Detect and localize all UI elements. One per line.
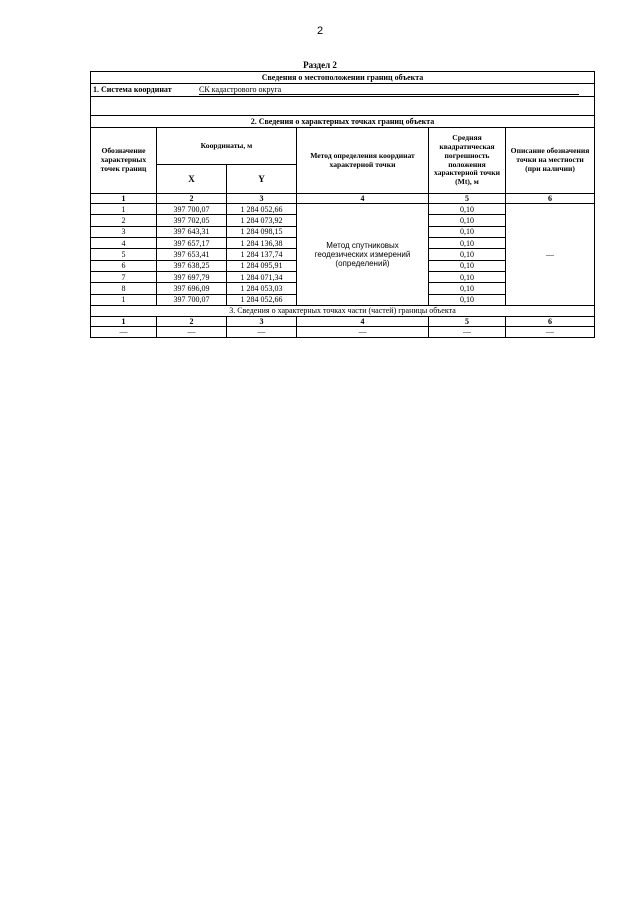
- point-number: 6: [91, 260, 157, 271]
- point-y: 1 284 052,66: [227, 294, 297, 305]
- column-number: 2: [157, 316, 227, 326]
- point-y: 1 284 053,03: [227, 283, 297, 294]
- column-number: 4: [297, 194, 429, 204]
- column-number: 5: [429, 194, 506, 204]
- part3-cell: —: [429, 327, 506, 338]
- header-description: Описание обозначения точки на местности (при наличии): [506, 128, 595, 194]
- point-error: 0,10: [429, 294, 506, 305]
- column-number: 5: [429, 316, 506, 326]
- coord-system-row: [91, 84, 595, 97]
- point-x: 397 657,17: [157, 238, 227, 249]
- point-error: 0,10: [429, 283, 506, 294]
- column-number: 2: [157, 194, 227, 204]
- point-x: 397 702,05: [157, 215, 227, 226]
- point-x: 397 700,07: [157, 294, 227, 305]
- description-cell: —: [506, 204, 595, 306]
- part3-cell: —: [297, 327, 429, 338]
- coord-system-spacer: [91, 97, 595, 116]
- column-number: 1: [91, 194, 157, 204]
- point-error: 0,10: [429, 204, 506, 215]
- method-cell: Метод спутниковых геодезических измерений (определений): [297, 204, 429, 306]
- point-y: 1 284 052,66: [227, 204, 297, 215]
- point-number: 4: [91, 238, 157, 249]
- column-number: 6: [506, 316, 595, 326]
- part3-cell: —: [227, 327, 297, 338]
- point-row: [91, 204, 595, 215]
- column-numbers-row: [91, 194, 595, 204]
- part3-column-numbers-row: [91, 316, 595, 326]
- coord-system-value: СК кадастрового округа: [199, 85, 579, 95]
- point-error: 0,10: [429, 215, 506, 226]
- point-y: 1 284 073,92: [227, 215, 297, 226]
- point-error: 0,10: [429, 249, 506, 260]
- point-error: 0,10: [429, 226, 506, 237]
- section-title: Раздел 2: [303, 60, 337, 70]
- column-number: 3: [227, 194, 297, 204]
- point-number: 2: [91, 215, 157, 226]
- part3-cell: —: [91, 327, 157, 338]
- page-number: 2: [316, 25, 324, 37]
- point-number: 8: [91, 283, 157, 294]
- point-y: 1 284 098,15: [227, 226, 297, 237]
- point-x: 397 697,79: [157, 271, 227, 282]
- point-x: 397 696,09: [157, 283, 227, 294]
- point-number: 1: [91, 204, 157, 215]
- point-number: 1: [91, 294, 157, 305]
- point-y: 1 284 136,38: [227, 238, 297, 249]
- point-x: 397 643,31: [157, 226, 227, 237]
- point-y: 1 284 095,91: [227, 260, 297, 271]
- column-number: 1: [91, 316, 157, 326]
- point-error: 0,10: [429, 260, 506, 271]
- point-number: 3: [91, 226, 157, 237]
- header-designation: Обозначение характерных точек границ: [91, 128, 157, 194]
- point-y: 1 284 071,34: [227, 271, 297, 282]
- header-x: X: [157, 165, 227, 194]
- point-number: 7: [91, 271, 157, 282]
- point-y: 1 284 137,74: [227, 249, 297, 260]
- column-number: 4: [297, 316, 429, 326]
- header-y: Y: [227, 165, 297, 194]
- point-x: 397 638,25: [157, 260, 227, 271]
- header-coordinates: Координаты, м: [157, 128, 297, 165]
- coord-system-label: 1. Система координат: [93, 84, 172, 94]
- column-number: 6: [506, 194, 595, 204]
- part3-data-row: [91, 327, 595, 338]
- table-title: Сведения о местоположении границ объекта: [91, 72, 595, 84]
- point-number: 5: [91, 249, 157, 260]
- point-x: 397 700,07: [157, 204, 227, 215]
- point-error: 0,10: [429, 271, 506, 282]
- header-method: Метод определения координат характерной точки: [297, 128, 429, 194]
- column-number: 3: [227, 316, 297, 326]
- part3-cell: —: [506, 327, 595, 338]
- point-x: 397 653,41: [157, 249, 227, 260]
- point-error: 0,10: [429, 238, 506, 249]
- part3-title: 3. Сведения о характерных точках части (частей) границы объекта: [91, 305, 595, 316]
- part2-title: 2. Сведения о характерных точках границ объекта: [91, 116, 595, 128]
- boundary-table: [90, 71, 595, 338]
- header-error: Средняя квадратическая погрешность положения характерной точки (Mt), м: [429, 128, 506, 194]
- part3-cell: —: [157, 327, 227, 338]
